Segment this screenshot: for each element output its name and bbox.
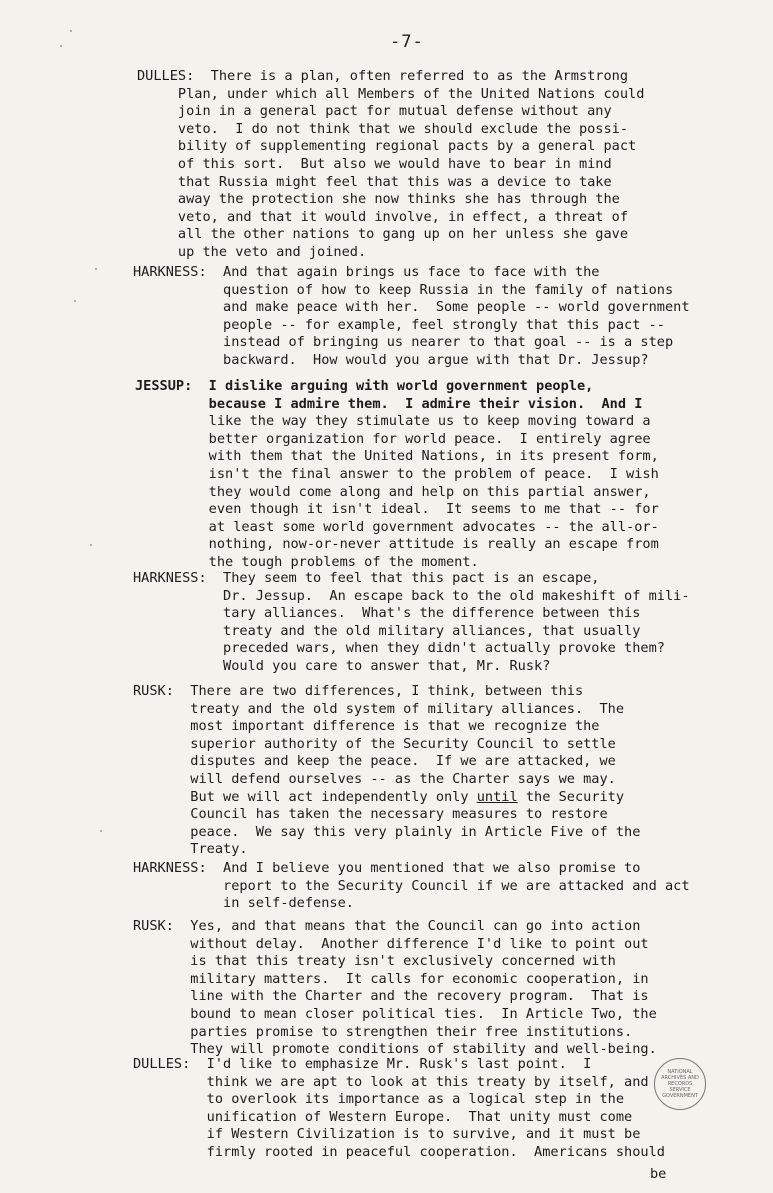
text-line: disputes and keep the peace. If we are attacked, we <box>133 753 616 770</box>
text-line: without delay. Another difference I'd like to point out <box>133 935 649 952</box>
text-line: tary alliances. What's the difference between this <box>133 605 641 622</box>
text-line: the tough problems of the moment. <box>135 553 479 570</box>
text-line: Dr. Jessup. An escape back to the old makeshift of mili- <box>133 587 690 604</box>
speaker-paragraph <box>133 264 690 370</box>
page-number: -7- <box>390 32 424 52</box>
text-line: peace. We say this very plainly in Article Five of the <box>133 823 641 840</box>
text-line: with them that the United Nations, in its present form, <box>135 448 659 465</box>
text-line: veto. I do not think that we should exclude the possi- <box>137 120 629 137</box>
text-line: in self-defense. <box>133 895 354 912</box>
speaker-paragraph <box>133 683 640 859</box>
text-line: superior authority of the Security Council to settle <box>133 735 616 752</box>
text-line: Would you care to answer that, Mr. Rusk? <box>133 657 551 674</box>
text-line: Treaty. <box>133 841 248 858</box>
speaker-paragraph <box>137 68 644 262</box>
text-line: people -- for example, feel strongly that this pact -- <box>133 316 665 333</box>
scan-speck <box>90 544 92 546</box>
text-line: will defend ourselves -- as the Charter says we may. <box>133 770 616 787</box>
text-line: if Western Civilization is to survive, and it must be <box>133 1126 641 1143</box>
text-line: up the veto and joined. <box>137 243 367 260</box>
text-line: most important difference is that we recognize the <box>133 718 600 735</box>
text-line: to overlook its importance as a logical step in the <box>133 1091 625 1108</box>
text-line: preceded wars, when they didn't actually provoke them? <box>133 640 665 657</box>
text-line: they would come along and help on this partial answer, <box>135 483 651 500</box>
text-line: DULLES: There is a plan, often referred to as the Armstrong <box>137 68 629 84</box>
text-line: like the way they stimulate us to keep moving toward a <box>135 413 651 430</box>
text-line: at least some world government advocates -- the all-or- <box>135 518 659 535</box>
text-line: Council has taken the necessary measures to restore <box>133 806 608 823</box>
text-line: HARKNESS: They seem to feel that this pact is an escape, <box>133 570 600 586</box>
text-line: because I admire them. I admire their vision. And I <box>135 395 643 412</box>
text-line: better organization for world peace. I entirely agree <box>135 430 651 447</box>
text-line: join in a general pact for mutual defense without any <box>137 103 612 120</box>
text-line: veto, and that it would involve, in effect, a threat of <box>137 208 629 225</box>
speaker-paragraph <box>135 378 659 572</box>
speaker-paragraph <box>133 1056 665 1162</box>
speaker-paragraph <box>133 918 657 1059</box>
text-line: nothing, now-or-never attitude is really an escape from <box>135 536 659 553</box>
speaker-paragraph <box>133 860 690 913</box>
text-line: bility of supplementing regional pacts by a general pact <box>137 138 637 155</box>
text-line: firmly rooted in peaceful cooperation. Americans should <box>133 1143 665 1160</box>
text-line: DULLES: I'd like to emphasize Mr. Rusk's last point. I <box>133 1056 592 1072</box>
text-line: all the other nations to gang up on her unless she gave <box>137 226 629 243</box>
text-line: even though it isn't ideal. It seems to me that -- for <box>135 501 659 518</box>
text-line: treaty and the old military alliances, that usually <box>133 622 641 639</box>
scan-speck <box>70 30 72 32</box>
speaker-paragraph <box>133 570 690 676</box>
text-line: backward. How would you argue with that Dr. Jessup? <box>133 351 649 368</box>
text-line: Plan, under which all Members of the United Nations could <box>137 85 645 102</box>
text-line: question of how to keep Russia in the family of nations <box>133 281 674 298</box>
text-line: HARKNESS: And I believe you mentioned that we also promise to <box>133 860 641 876</box>
text-line: think we are apt to look at this treaty by itself, and <box>133 1073 649 1090</box>
archives-stamp: NATIONAL ARCHIVES AND RECORDS SERVICE GOVERNMENT <box>654 1058 706 1110</box>
text-line: away the protection she now thinks she has through the <box>137 191 620 208</box>
text-line: line with the Charter and the recovery program. That is <box>133 988 649 1005</box>
text-line: is that this treaty isn't exclusively concerned with <box>133 953 616 970</box>
text-line: They will promote conditions of stability and well-being. <box>133 1041 657 1058</box>
text-line: of this sort. But also we would have to bear in mind <box>137 155 612 172</box>
text-line: JESSUP: I dislike arguing with world government people, <box>135 378 594 394</box>
text-line: But we will act independently only until the Security <box>133 788 625 805</box>
text-line: isn't the final answer to the problem of peace. I wish <box>135 465 659 482</box>
text-line: RUSK: Yes, and that means that the Council can go into action <box>133 918 641 934</box>
scan-speck <box>95 268 97 270</box>
scan-speck <box>100 830 102 832</box>
text-line: RUSK: There are two differences, I think, between this <box>133 683 584 699</box>
text-line: bound to mean closer political ties. In Article Two, the <box>133 1005 657 1022</box>
text-line: instead of bringing us nearer to that goal -- is a step <box>133 334 674 351</box>
text-line: HARKNESS: And that again brings us face to face with the <box>133 264 600 280</box>
scan-speck <box>60 45 62 47</box>
continuation-word: be <box>650 1166 667 1182</box>
text-line: treaty and the old system of military alliances. The <box>133 700 625 717</box>
text-line: unification of Western Europe. That unity must come <box>133 1108 633 1125</box>
text-line: parties promise to strengthen their free institutions. <box>133 1023 633 1040</box>
text-line: that Russia might feel that this was a device to take <box>137 173 612 190</box>
text-line: report to the Security Council if we are attacked and act <box>133 877 690 894</box>
text-line: and make peace with her. Some people -- world government <box>133 299 690 316</box>
text-line: military matters. It calls for economic cooperation, in <box>133 970 649 987</box>
scan-speck <box>74 300 76 302</box>
